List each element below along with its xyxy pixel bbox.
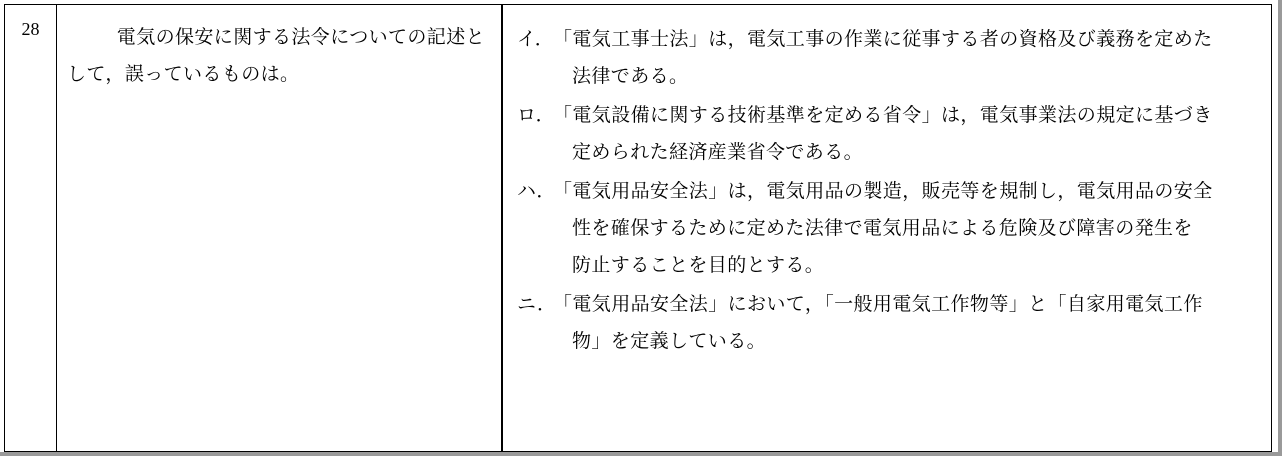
choice-marker: ロ． (517, 105, 556, 127)
choice-text (553, 173, 1253, 284)
choice-line: 物」を定義している。 (572, 331, 767, 353)
question-number-cell (5, 5, 57, 451)
question-table (4, 4, 1272, 452)
choice-text (553, 21, 1253, 95)
choice-line: 防止することを目的とする。 (572, 255, 825, 277)
choice-marker: ハ． (517, 181, 556, 203)
question-text: 電気の保安に関する法令についての記述として，誤っているものは。 (67, 27, 486, 86)
choice-marker: ニ． (517, 294, 557, 316)
choice-line: 性を確保するために定めた法律で電気用品による危険及び障害の発生を (572, 218, 1193, 240)
choice-line: 「電気設備に関する技術基準を定める省令」は，電気事業法の規定に基づき (553, 105, 1213, 127)
choice-line: 「電気用品安全法」において，「一般用電気工作物等」と「自家用電気工作 (553, 294, 1203, 316)
question-number: 28 (21, 19, 40, 39)
question-text-cell (57, 5, 503, 451)
choice-text (553, 97, 1253, 171)
choice-line: 「電気用品安全法」は，電気用品の製造，販売等を規制し，電気用品の安全 (553, 181, 1213, 203)
choices-cell (503, 5, 1271, 451)
page-bottom-shadow (0, 452, 1282, 456)
choice-line: 法律である。 (572, 66, 689, 88)
page-right-shadow (1278, 0, 1282, 456)
choice-line: 定められた経済産業省令である。 (572, 142, 864, 164)
choice-item[interactable] (517, 286, 1253, 360)
choice-item[interactable] (517, 173, 1253, 284)
choice-text (553, 286, 1253, 360)
choice-line: 「電気工事士法」は，電気工事の作業に従事する者の資格及び義務を定めた (553, 29, 1213, 50)
page-top-edge (0, 0, 1282, 4)
choice-item[interactable] (517, 97, 1253, 171)
choice-marker: イ． (517, 29, 555, 50)
choice-item[interactable] (517, 21, 1253, 95)
